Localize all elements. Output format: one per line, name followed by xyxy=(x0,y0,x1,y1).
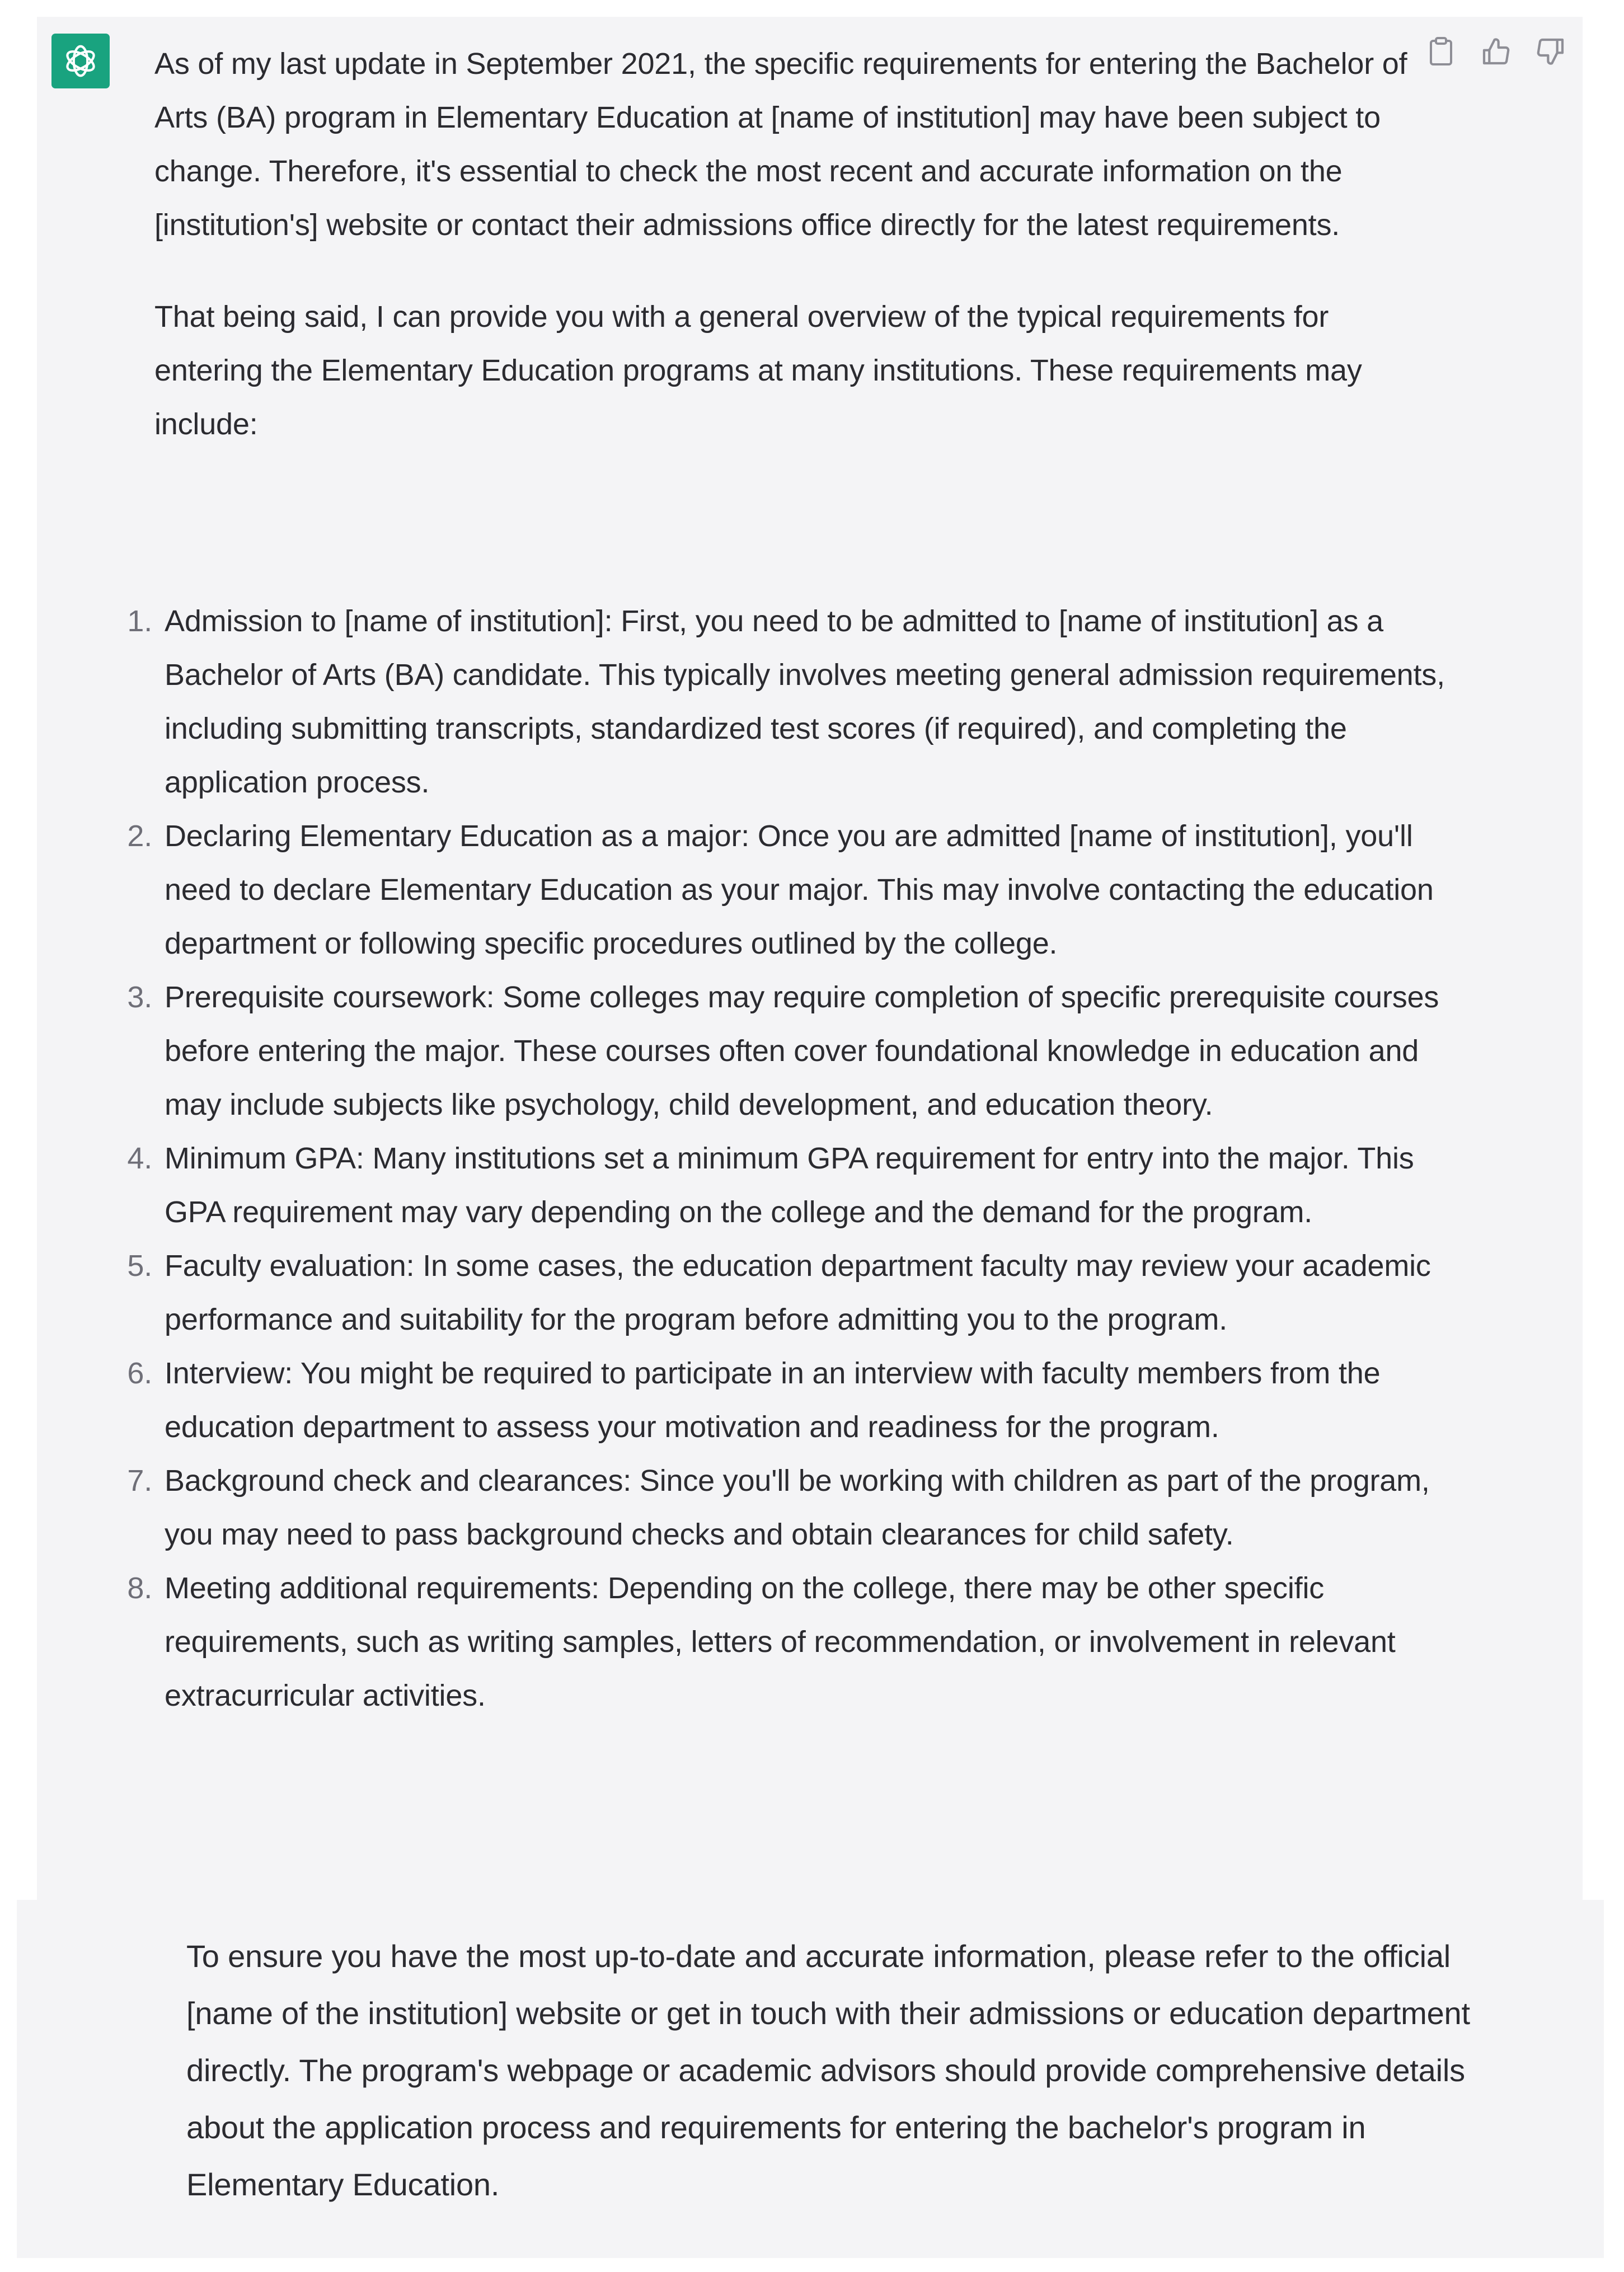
dislike-button[interactable] xyxy=(1534,35,1567,68)
intro-paragraph-1: As of my last update in September 2021, the specific requirements for entering the Bachelor of Arts (BA) program in Elementary Education at [name of institution] may have been subject to change. Therefore, it's essential to check the most recent and accurate information on the [institution's] website or contact their admissions office directly for the latest requirements. xyxy=(154,47,1407,242)
list-number: 3. xyxy=(127,980,152,1014)
list-number: 1. xyxy=(127,604,152,638)
list-item xyxy=(112,809,1455,970)
list-item-text: Interview: You might be required to participate in an interview with faculty members from the education department to assess your motivation and readiness for the program. xyxy=(165,1356,1381,1444)
list-item xyxy=(112,594,1455,809)
assistant-avatar xyxy=(51,34,110,88)
list-item xyxy=(112,1132,1455,1239)
like-button[interactable] xyxy=(1479,35,1513,68)
requirements-list xyxy=(112,594,1455,1722)
list-item-text: Faculty evaluation: In some cases, the education department faculty may review your academic performance and suitability for the program before admitting you to the program. xyxy=(165,1249,1431,1336)
list-number: 5. xyxy=(127,1249,152,1283)
openai-logo-icon xyxy=(61,41,100,81)
list-item-text: Admission to [name of institution]: First, you need to be admitted to [name of institution] as a Bachelor of Arts (BA) candidate. This typically involves meeting general admission requirements, including submitting transcripts, standardized test scores (if required), and completing the application process. xyxy=(165,604,1445,799)
message-actions xyxy=(1424,35,1567,68)
list-item xyxy=(112,1346,1455,1454)
list-item xyxy=(112,970,1455,1132)
list-number: 7. xyxy=(127,1464,152,1498)
list-number: 6. xyxy=(127,1356,152,1390)
thumbs-up-icon xyxy=(1480,36,1512,67)
list-item-text: Meeting additional requirements: Depending on the college, there may be other specific requirements, such as writing samples, letters of recommendation, or involvement in relevant extracurricular activities. xyxy=(165,1571,1396,1712)
list-item xyxy=(112,1454,1455,1561)
message-intro xyxy=(154,37,1442,451)
closing-paragraph: To ensure you have the most up-to-date and accurate information, please refer to the official [name of the institution] website or get in touch with their admissions or education department directly. The program's webpage or academic advisors should provide comprehensive details about the application process and requirements for entering the bachelor's program in Elementary Education. xyxy=(186,1938,1470,2202)
list-item-text: Background check and clearances: Since you'll be working with children as part of the program, you may need to pass background checks and obtain clearances for child safety. xyxy=(165,1464,1430,1551)
thumbs-down-icon xyxy=(1535,36,1566,67)
list-item-text: Prerequisite coursework: Some colleges may require completion of specific prerequisite courses before entering the major. These courses often cover foundational knowledge in education and may include subjects like psychology, child development, and education theory. xyxy=(165,980,1439,1121)
list-item xyxy=(112,1561,1455,1722)
list-item xyxy=(112,1239,1455,1346)
intro-paragraph-2: That being said, I can provide you with a general overview of the typical requirements for entering the Elementary Education programs at many institutions. These requirements may include: xyxy=(154,300,1362,441)
list-number: 2. xyxy=(127,819,152,853)
list-number: 4. xyxy=(127,1142,152,1175)
list-item-text: Minimum GPA: Many institutions set a minimum GPA requirement for entry into the major. This GPA requirement may vary depending on the college and the demand for the program. xyxy=(165,1142,1414,1229)
list-item-text: Declaring Elementary Education as a major: Once you are admitted [name of institution], you'll need to declare Elementary Education as your major. This may involve contacting the education department or following specific procedures outlined by the college. xyxy=(165,819,1434,960)
list-number: 8. xyxy=(127,1571,152,1605)
message-closing xyxy=(186,1928,1529,2213)
